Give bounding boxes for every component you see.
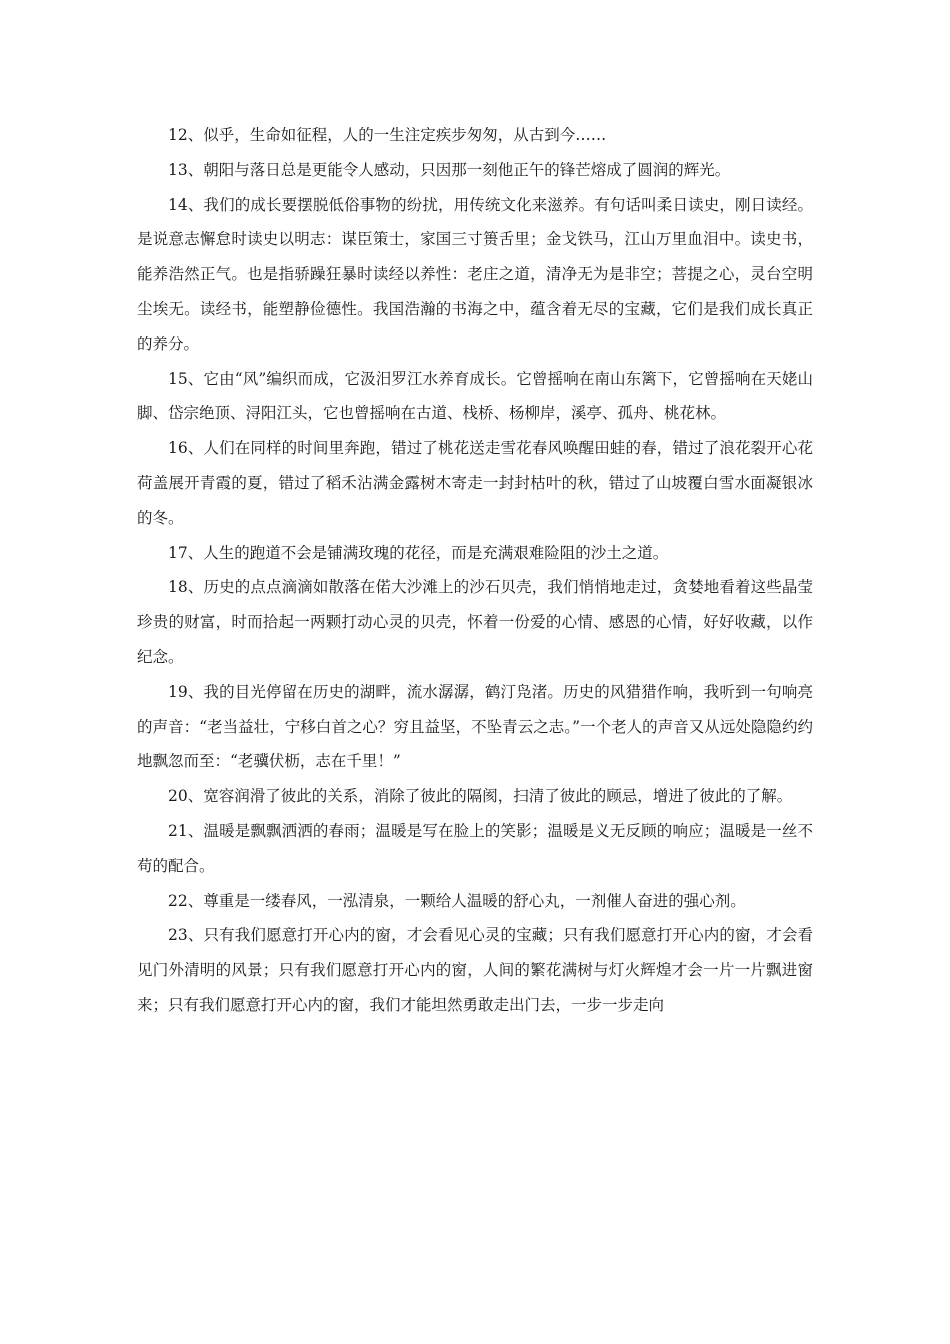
paragraph-19: 19、我的目光停留在历史的湖畔，流水潺潺，鹤汀凫渚。历史的风猎猎作响，我听到一句响亮的声音：“老当益壮，宁移白首之心？穷且益坚，不坠青云之志。”一个老人的声音又从远处隐隐约约地飘忽而至：“老骥伏枥，志在千里！” — [137, 682, 813, 771]
paragraph-17: 17、人生的跑道不会是铺满玫瑰的花径，而是充满艰难险阻的沙土之道。 — [168, 543, 669, 562]
paragraph-14: 14、我们的成长要摆脱低俗事物的纷扰，用传统文化来滋养。有句话叫柔日读史，刚日读经。是说意志懈怠时读史以明志：谋臣策士，家国三寸篑舌里；金戈铁马，江山万里血泪中。读史书，能养浩然正气。也是指骄躁狂暴时读经以养性：老庄之道，清净无为是非空；菩提之心，灵台空明尘埃无。读经书，能塑静俭德性。我国浩瀚的书海之中，蕴含着无尽的宝藏，它们是我们成长真正的养分。 — [137, 195, 813, 353]
paragraph-15: 15、它由“风”编织而成，它汲汨罗江水养育成长。它曾摇响在南山东篱下，它曾摇响在天姥山脚、岱宗绝顶、浔阳江头，它也曾摇响在古道、栈桥、杨柳岸，溪亭、孤舟、桃花林。 — [137, 369, 813, 423]
paragraph-13: 13、朝阳与落日总是更能令人感动，只因那一刻他正午的锋芒熔成了圆润的辉光。 — [168, 160, 731, 179]
paragraph-22: 22、尊重是一缕春风，一泓清泉，一颗给人温暖的舒心丸，一剂催人奋进的强心剂。 — [168, 891, 746, 910]
paragraph-16: 16、人们在同样的时间里奔跑，错过了桃花送走雪花春风唤醒田蛙的春，错过了浪花裂开心花荷盖展开青霞的夏，错过了稻禾沾满金露树木寄走一封封枯叶的秋，错过了山坡覆白雪水面凝银冰的冬。 — [137, 439, 813, 527]
paragraph-12: 12、似乎，生命如征程，人的一生注定疾步匆匆，从古到今…… — [168, 126, 607, 144]
paragraph-20: 20、宽容润滑了彼此的关系，消除了彼此的隔阂，扫清了彼此的顾忌，增进了彼此的了解。 — [168, 787, 793, 806]
document-body — [137, 118, 813, 1023]
paragraph-18: 18、历史的点点滴滴如散落在偌大沙滩上的沙石贝壳，我们悄悄地走过，贪婪地看着这些晶莹珍贵的财富，时而拾起一两颗打动心灵的贝壳，怀着一份爱的心情、感恩的心情，好好收藏，以作纪念。 — [137, 578, 813, 666]
paragraph-23: 23、只有我们愿意打开心内的窗，才会看见心灵的宝藏；只有我们愿意打开心内的窗，才会看见门外清明的风景；只有我们愿意打开心内的窗，人间的繁花满树与灯火辉煌才会一片一片飘进窗来；只有我们愿意打开心内的窗，我们才能坦然勇敢走出门去，一步一步走向 — [137, 926, 813, 1014]
paragraph-21: 21、温暖是飘飘洒洒的春雨；温暖是写在脸上的笑影；温暖是义无反顾的响应；温暖是一丝不苟的配合。 — [137, 821, 813, 875]
